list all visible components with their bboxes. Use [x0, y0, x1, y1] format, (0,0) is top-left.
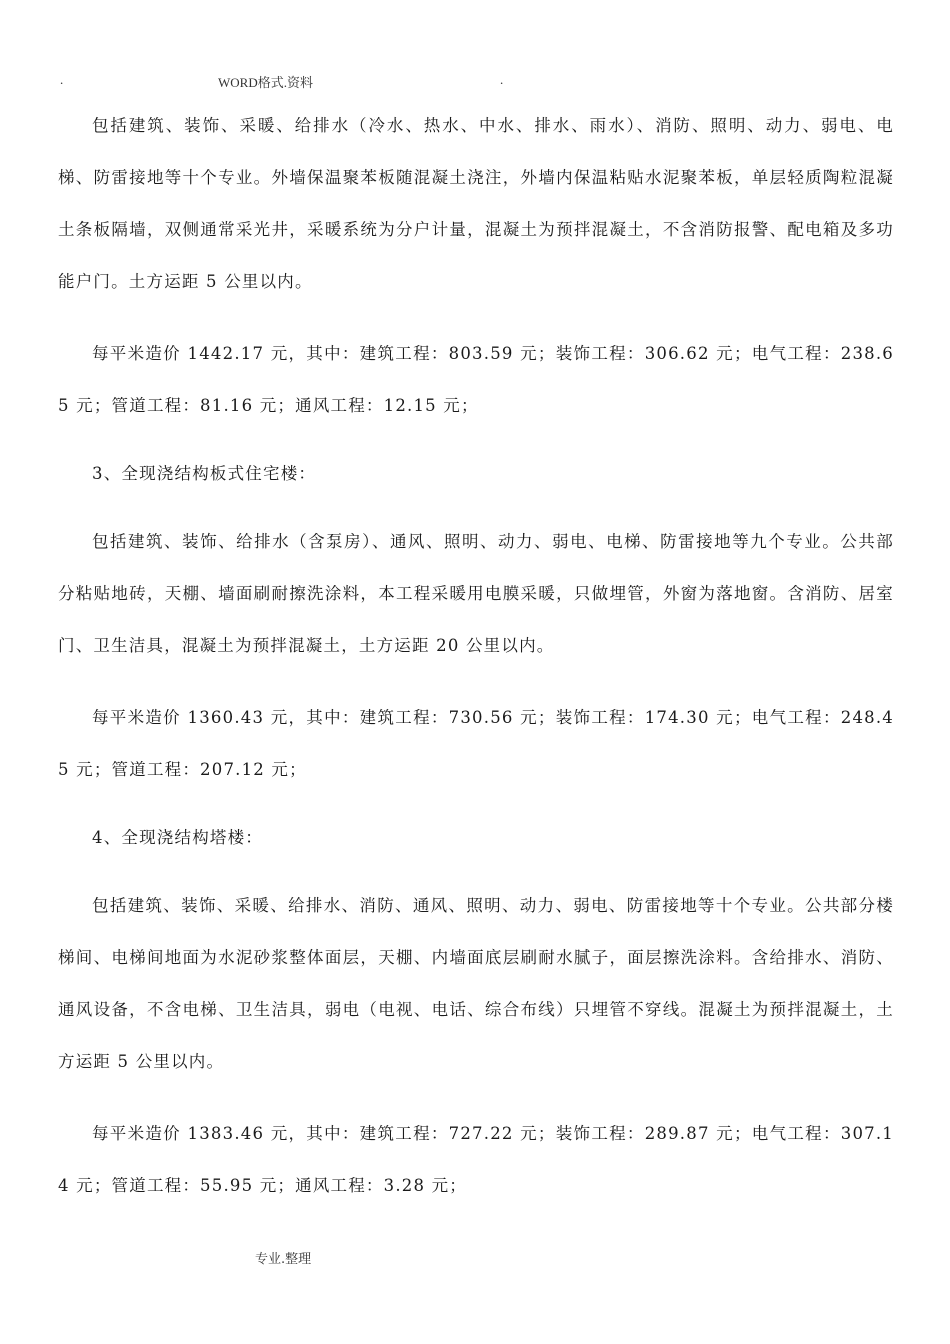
paragraph-scope-3: 包括建筑、装饰、给排水（含泵房）、通风、照明、动力、弱电、电梯、防雷接地等九个专业。公共部分粘贴地砖，天棚、墙面刷耐擦洗涂料，本工程采暖用电膜采暖，只做埋管，外窗为落地窗。含消防、居室门、卫生洁具，混凝土为预拌混凝土，土方运距 20 公里以内。: [58, 532, 894, 655]
header-title: WORD格式.资料: [218, 75, 313, 90]
header-dot-right: .: [500, 72, 504, 87]
section-heading-3: 3、全现浇结构板式住宅楼：: [92, 464, 317, 483]
page-header: [0, 72, 950, 92]
page-footer: 专业.整理: [255, 1252, 312, 1267]
paragraph-scope-4: 包括建筑、装饰、采暖、给排水、消防、通风、照明、动力、弱电、防雷接地等十个专业。公共部分楼梯间、电梯间地面为水泥砂浆整体面层，天棚、内墙面底层刷耐水腻子，面层擦洗涂料。含给排水、消防、通风设备，不含电梯、卫生洁具，弱电（电视、电话、综合布线）只埋管不穿线。混凝土为预拌混凝土，土方运距 5 公里以内。: [58, 896, 894, 1071]
document-body: [58, 100, 894, 1212]
paragraph-cost-4: 每平米造价 1383.46 元，其中：建筑工程：727.22 元；装饰工程：289.87 元；电气工程：307.14 元；管道工程：55.95 元；通风工程：3.28 元；: [58, 1124, 894, 1195]
paragraph-cost-3: 每平米造价 1360.43 元，其中：建筑工程：730.56 元；装饰工程：174.30 元；电气工程：248.45 元；管道工程：207.12 元；: [58, 708, 894, 779]
paragraph-scope-2: 包括建筑、装饰、采暖、给排水（冷水、热水、中水、排水、雨水）、消防、照明、动力、弱电、电梯、防雷接地等十个专业。外墙保温聚苯板随混凝土浇注，外墙内保温粘贴水泥聚苯板，单层轻质陶粒混凝土条板隔墙，双侧通常采光井，采暖系统为分户计量，混凝土为预拌混凝土，不含消防报警、配电箱及多功能户门。土方运距 5 公里以内。: [58, 116, 894, 291]
header-dot-left: .: [60, 72, 64, 87]
paragraph-cost-2: 每平米造价 1442.17 元，其中：建筑工程：803.59 元；装饰工程：306.62 元；电气工程：238.65 元；管道工程：81.16 元；通风工程：12.15 元；: [58, 344, 894, 415]
section-heading-4: 4、全现浇结构塔楼：: [92, 828, 263, 847]
